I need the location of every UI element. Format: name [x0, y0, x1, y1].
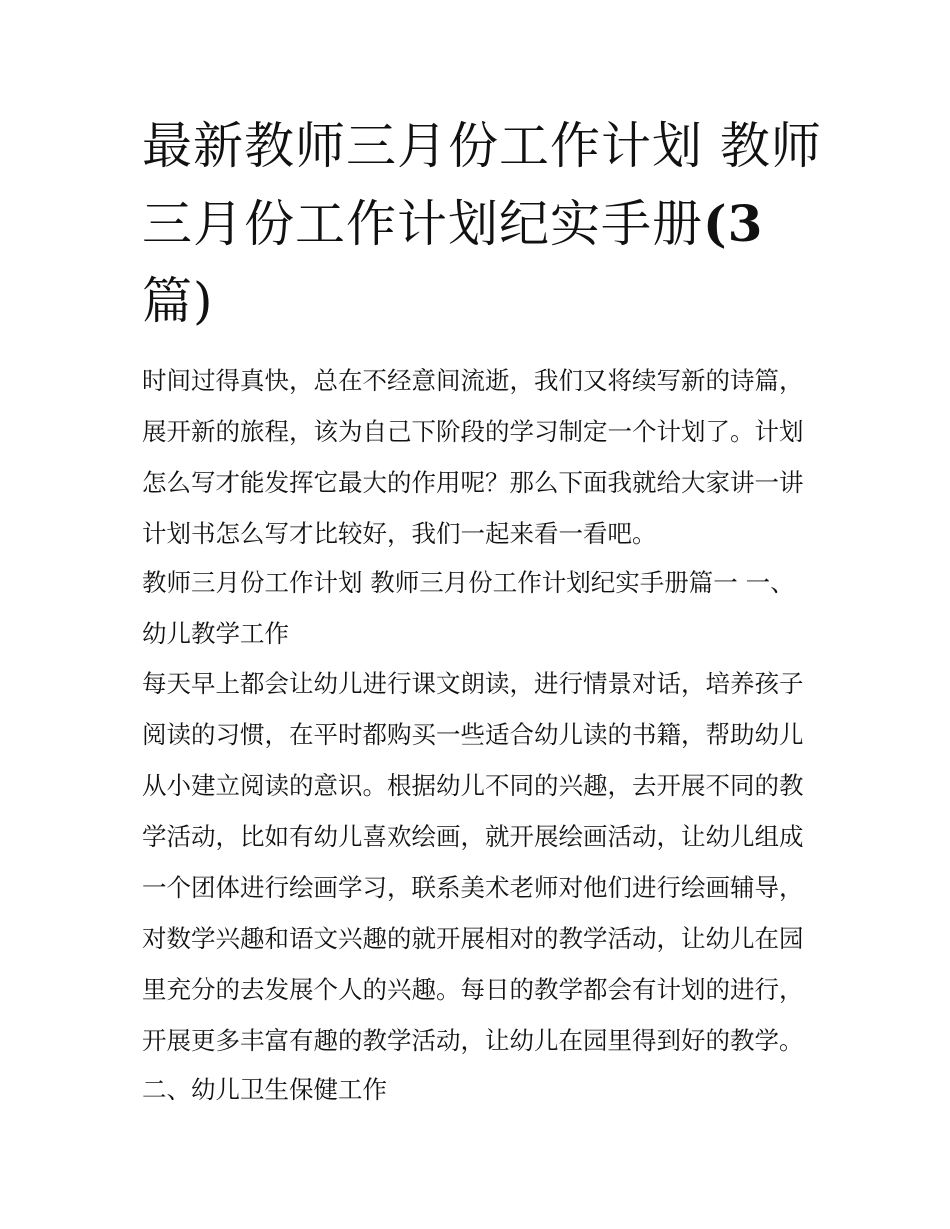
- section1-body-line: 学活动，比如有幼儿喜欢绘画，就开展绘画活动，让幼儿组成: [142, 822, 804, 851]
- intro-paragraph: [142, 355, 822, 559]
- intro-line: 展开新的旅程，该为自己下阶段的学习制定一个计划了。计划: [142, 417, 804, 446]
- section1-body-line: 一个团体进行绘画学习，联系美术老师对他们进行绘画辅导，: [142, 873, 804, 902]
- section2-heading-line: 二、幼儿卫生保健工作: [142, 1075, 387, 1104]
- section1-body-line: 从小建立阅读的意识。根据幼儿不同的兴趣，去开展不同的教: [142, 771, 804, 800]
- section1-body-line: 对数学兴趣和语文兴趣的就开展相对的教学活动，让幼儿在园: [142, 924, 804, 953]
- section1-body: [142, 658, 822, 1066]
- title-line-3: 篇): [142, 272, 214, 330]
- section1-body-line: 阅读的习惯，在平时都购买一些适合幼儿读的书籍，帮助幼儿: [142, 720, 804, 749]
- section1-heading-line: 幼儿教学工作: [142, 619, 289, 648]
- intro-line: 计划书怎么写才比较好，我们一起来看一看吧。: [142, 519, 657, 548]
- title-line-2: [142, 185, 822, 263]
- title-line-2-number: (3: [703, 194, 764, 253]
- section1-body-line: 每天早上都会让幼儿进行课文朗读，进行情景对话，培养孩子: [142, 669, 804, 698]
- section1-heading-line: 教师三月份工作计划 教师三月份工作计划纪实手册篇一 一、: [142, 568, 795, 597]
- title-line-2-text: 三月份工作计划纪实手册: [142, 195, 703, 253]
- document-title: [142, 108, 822, 340]
- title-line-1: 最新教师三月份工作计划 教师: [142, 117, 822, 175]
- intro-line: 时间过得真快，总在不经意间流逝，我们又将续写新的诗篇，: [142, 366, 804, 395]
- section2-heading: [142, 1064, 822, 1115]
- intro-line: 怎么写才能发挥它最大的作用呢？那么下面我就给大家讲一讲: [142, 468, 804, 497]
- section1-body-line: 里充分的去发展个人的兴趣。每日的教学都会有计划的进行，: [142, 975, 804, 1004]
- section1-body-line: 开展更多丰富有趣的教学活动，让幼儿在园里得到好的教学。: [142, 1026, 804, 1055]
- section1-heading: [142, 557, 822, 659]
